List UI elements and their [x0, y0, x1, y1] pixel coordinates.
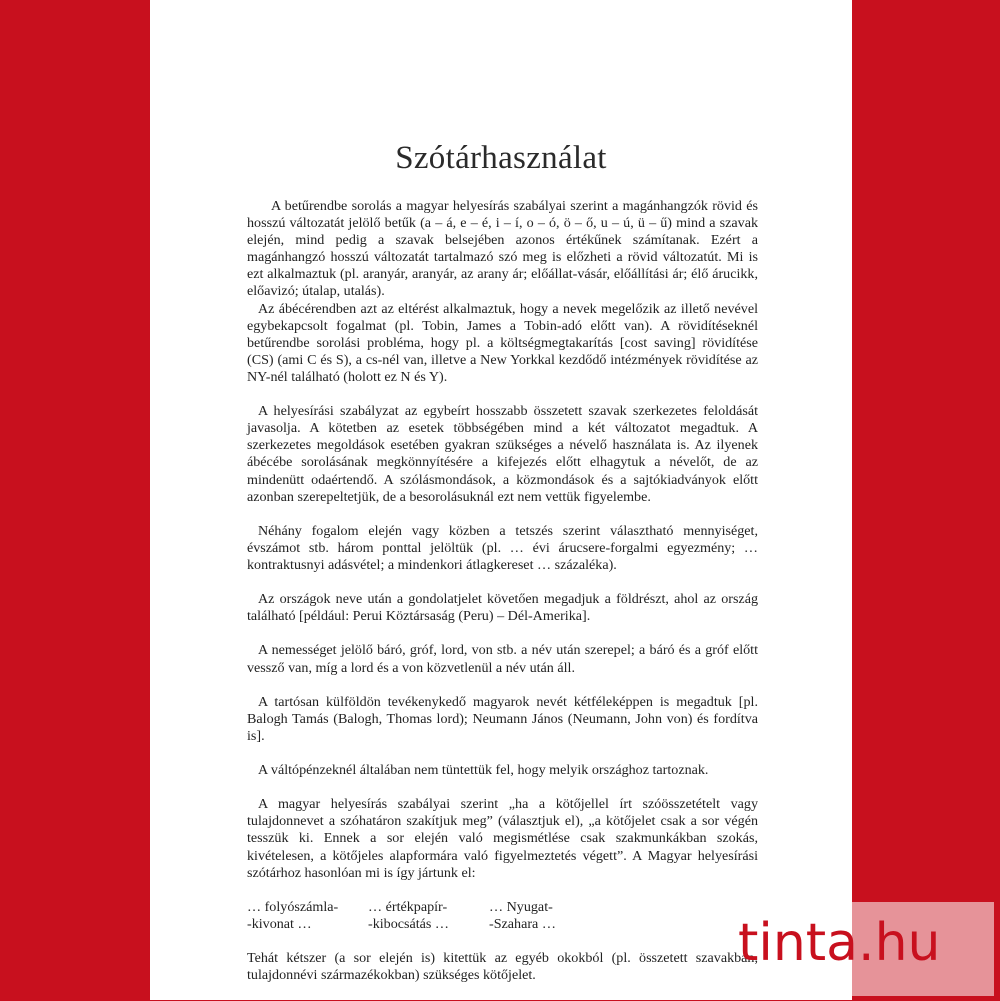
example-column: [368, 899, 489, 933]
example-column: [489, 899, 610, 933]
example-line: … folyószámla-: [247, 898, 339, 915]
paragraph: A váltópénzeknél általában nem tüntettük fel, hogy melyik országhoz tartoznak.: [258, 762, 709, 779]
paragraph: Az ábécérendben azt az eltérést alkalmaztuk, hogy a nevek megelőzik az illető nevével egybekapcsolt fogalmat (pl. Tobin, James a Tobin-adó előtt van). A rövidítéseknél betűrendbe sorolási probléma, hogy pl. a költségmegtakarítás [cost saving] rövidítése (CS) (ami C és S), a cs-nél van, illetve a New Yorkkal kezdődő intézmények rövidítése az NY-nél található (holott ez N és Y).: [247, 300, 758, 385]
example-line: … értékpapír-: [368, 898, 448, 915]
paragraph: A tartósan külföldön tevékenykedő magyarok nevét kétféleképpen is megadtuk [pl. Balogh Tamás (Balogh, Thomas lord); Neumann János (Neumann, John von) és fordítva is].: [247, 693, 758, 744]
example-line: -Szahara …: [489, 915, 556, 932]
paragraph: A magyar helyesírás szabályai szerint „ha a kötőjellel írt szóösszetételt vagy tulajdonnevet a szóhatáron szakítjuk meg” (választjuk el), „a kötőjelet csak a sor végén tesszük ki. Ennek a sor elején való megismétlése csak szakmunkákban szokás, kivételesen, a kötőjeles alapformára való figyelmeztetés végett”. A Magyar helyesírási szótárhoz hasonlóan mi is így jártunk el:: [247, 796, 758, 881]
page-title: Szótárhasználat: [395, 140, 607, 176]
example-line: … Nyugat-: [489, 898, 553, 915]
body-text: [247, 198, 758, 1001]
paragraph: Az országok neve után a gondolatjelet követően megadjuk a földrészt, ahol az ország található [például: Perui Köztársaság (Peru) – Dél-Amerika].: [247, 591, 758, 625]
page: [150, 0, 852, 1000]
paragraph: Néhány fogalom elején vagy közben a tetszés szerint választható mennyiséget, évszámot stb. három ponttal jelöltük (pl. … évi árucsere-forgalmi egyezmény; … kontraktusnyi adásvétel; a mindenkori átlagkereset … százaléka).: [247, 522, 758, 573]
example-line: -kibocsátás …: [368, 915, 450, 932]
example-column: [247, 899, 368, 933]
paragraph: A nemességet jelölő báró, gróf, lord, von stb. a név után szerepel; a báró és a gróf előtt vessző van, míg a lord és a von közvetlenül a név után áll.: [247, 642, 758, 676]
tinta-logo: tinta.hu: [738, 913, 941, 973]
paragraph: A betűrendbe sorolás a magyar helyesírás szabályai szerint a magánhangzók rövid és hosszú változatát jelölő betűk (a – á, e – é, i – í, o – ó, ö – ő, u – ú, ü – ű) mind a szavak elején, mind pedig a szavak belsejében azonos értékűnek számítanak. Ezért a magánhangzó hosszú változatát tartalmazó szó meg is előzheti a rövid változatút. Mi is ezt alkalmaztuk (pl. aranyár, aranyár, az arany ár; előállat-vásár, előállítási ár; élő árucikk, előavizó; útalap, utalás).: [247, 198, 758, 300]
paragraph: A helyesírási szabályzat az egybeírt hosszabb összetett szavak szerkezetes feloldását javasolja. A kötetben az esetek többségében mind a két változatot megadtuk. A szerkezetes megoldások esetében gyakran szükséges a névelő használata is. Az ilyenek ábécébe sorolásának megkönnyítésére a kifejezés előtt elhagytuk a névelőt, de az mindenütt odaértendő. A szólásmondások, a közmondások és a sajtókiadványok előtt azonban szerepeltetjük, de a besorolásuknál ezt nem vettük figyelembe.: [247, 403, 758, 505]
hyphenation-examples: [247, 899, 758, 933]
closing-paragraph: Tehát kétszer (a sor elején is) kitettük az egyéb okokból (pl. összetett szavakban, tulajdonnévi származékokban) szükséges kötőjelet.: [247, 950, 758, 984]
example-line: -kivonat …: [247, 915, 312, 932]
